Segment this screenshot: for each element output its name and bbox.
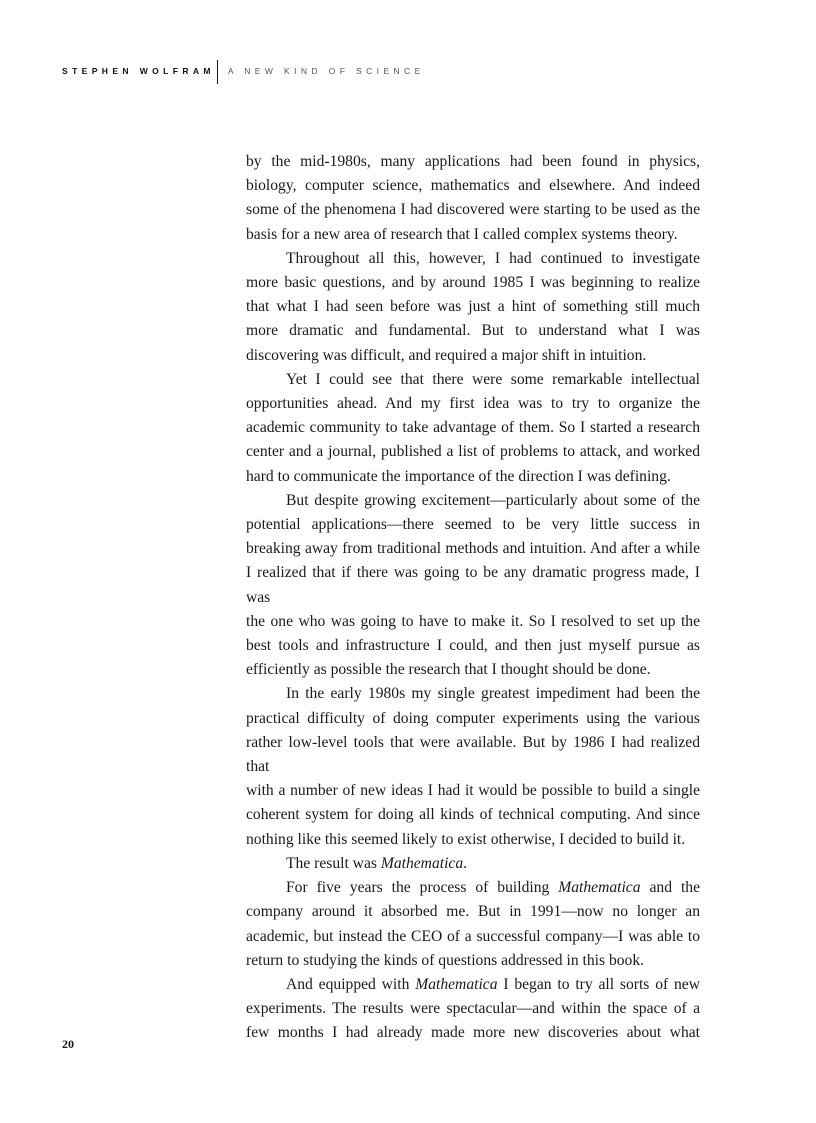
text-line: the one who was going to have to make it. So I resolved to set up the <box>246 612 700 630</box>
paragraph <box>246 150 700 247</box>
text-line: In the early 1980s my single greatest impediment had been the <box>286 685 700 703</box>
body-text <box>246 150 700 1046</box>
text-line: I realized that if there was going to be any dramatic progress made, I was <box>246 564 700 606</box>
text-line: more basic questions, and by around 1985 I was beginning to realize <box>246 274 700 292</box>
text-line: And equipped with Mathematica I began to try all sorts of new <box>286 975 700 993</box>
text-line: For five years the process of building Mathematica and the <box>286 879 700 897</box>
text-line: coherent system for doing all kinds of technical computing. And since <box>246 806 700 824</box>
text-line: some of the phenomena I had discovered were starting to be used as the <box>246 201 700 219</box>
text-line: with a number of new ideas I had it would be possible to build a single <box>246 782 700 800</box>
text-line: breaking away from traditional methods and intuition. And after a while <box>246 540 700 558</box>
text-line: discovering was difficult, and required a major shift in intuition. <box>246 346 647 364</box>
paragraph <box>246 368 700 489</box>
text-line: experiments. The results were spectacular—and within the space of a <box>246 1000 700 1018</box>
text-line: few months I had already made more new discoveries about what <box>246 1024 700 1042</box>
text-line: best tools and infrastructure I could, and then just myself pursue as <box>246 637 700 655</box>
running-head-divider <box>217 60 218 84</box>
text-line: But despite growing excitement—particularly about some of the <box>286 491 700 509</box>
paragraph <box>246 682 700 851</box>
text-line: biology, computer science, mathematics and elsewhere. And indeed <box>246 177 700 195</box>
italic-title: Mathematica <box>558 879 641 897</box>
text-line: nothing like this seemed likely to exist otherwise, I decided to build it. <box>246 830 686 848</box>
paragraph <box>246 876 700 973</box>
text-line: potential applications—there seemed to be very little success in <box>246 516 700 534</box>
italic-title: Mathematica <box>380 854 464 872</box>
text-line: rather low-level tools that were available. But by 1986 I had realized that <box>246 733 700 776</box>
running-head <box>62 60 425 84</box>
text-line: academic, but instead the CEO of a successful company—I was able to <box>246 927 700 945</box>
text-line: hard to communicate the importance of the direction I was defining. <box>246 467 671 485</box>
text-line: more dramatic and fundamental. But to understand what I was <box>246 322 700 340</box>
page-number: 20 <box>62 1037 74 1051</box>
text-line: The result was Mathematica. <box>286 854 468 872</box>
running-head-author: STEPHEN WOLFRAM <box>62 66 215 76</box>
paragraph <box>246 973 700 1046</box>
italic-title: Mathematica <box>415 975 498 993</box>
text-line: center and a journal, published a list of problems to attack, and worked <box>246 443 700 461</box>
text-line: opportunities ahead. And my first idea was to try to organize the <box>246 395 700 413</box>
running-head-book-title: A NEW KIND OF SCIENCE <box>227 66 425 76</box>
text-line: Yet I could see that there were some remarkable intellectual <box>286 370 700 388</box>
text-line: return to studying the kinds of questions addressed in this book. <box>246 951 645 969</box>
text-line: by the mid-1980s, many applications had been found in physics, <box>246 153 700 170</box>
text-line: Throughout all this, however, I had continued to investigate <box>286 249 700 267</box>
text-line: that what I had seen before was just a hint of something still much <box>246 298 700 316</box>
text-line: basis for a new area of research that I called complex systems theory. <box>246 225 678 243</box>
paragraph <box>246 247 700 368</box>
text-line: company around it absorbed me. But in 1991—now no longer an <box>246 903 700 921</box>
paragraph <box>246 852 700 876</box>
text-line: academic community to take advantage of them. So I started a research <box>246 419 700 437</box>
paragraph <box>246 489 700 683</box>
text-line: efficiently as possible the research that I thought should be done. <box>246 661 651 679</box>
text-line: practical difficulty of doing computer experiments using the various <box>246 709 700 727</box>
